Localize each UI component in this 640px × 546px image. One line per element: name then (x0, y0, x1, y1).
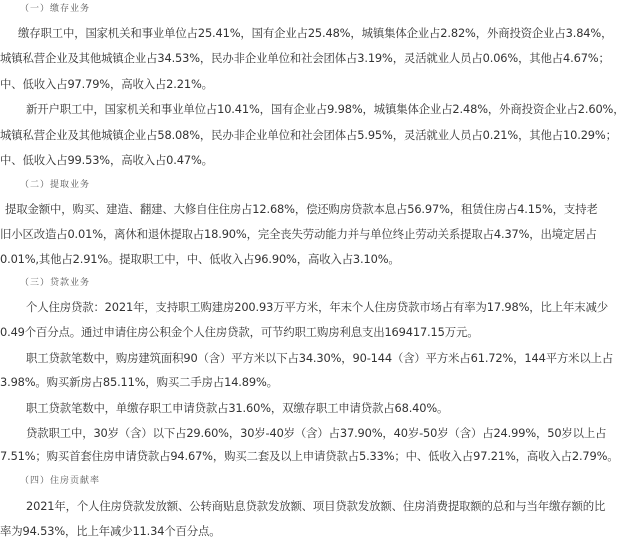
paragraph-line: 3.98%。购买新房占85.11%，购买二手房占14.89%。 (0, 375, 278, 389)
paragraph-line: 个人住房贷款：2021年，支持职工购建房200.93万平方米，年末个人住房贷款市场占有率为17.98%，比上年末减少 (26, 300, 608, 314)
paragraph-line: 提取金额中，购买、建造、翻建、大修自住住房占12.68%，偿还购房贷款本息占56.97%，租赁住房占4.15%，支持老 (5, 202, 598, 216)
paragraph-line: 新开户职工中，国家机关和事业单位占10.41%，国有企业占9.98%，城镇集体企业占2.48%，外商投资企业占2.60%， (26, 102, 625, 116)
paragraph-line: 中、低收入占99.53%，高收入占0.47%。 (0, 153, 213, 167)
paragraph-line: 率为94.53%，比上年减少11.34个百分点。 (0, 524, 221, 538)
paragraph-line: 城镇私营企业及其他城镇企业占34.53%，民办非企业单位和社会团体占3.19%，灵活就业人员占0.06%，其他占4.67%； (0, 51, 610, 65)
section-heading-housing-contribution: （四）住房贡献率 (20, 476, 101, 486)
paragraph-line: 0.01%,其他占2.91%。提取职工中，中、低收入占96.90%，高收入占3.10%。 (0, 252, 400, 266)
paragraph-line: 2021年，个人住房贷款发放额、公转商贴息贷款发放额、项目贷款发放额、住房消费提取额的总和与当年缴存额的比 (26, 499, 606, 513)
paragraph-line: 职工贷款笔数中，单缴存职工申请贷款占31.60%，双缴存职工申请贷款占68.40%。 (26, 401, 449, 415)
paragraph-line: 0.49个百分点。通过申请住房公积金个人住房贷款，可节约职工购房利息支出169417.15万元。 (0, 325, 479, 339)
paragraph-line: 旧小区改造占0.01%，离休和退休提取占18.90%，完全丧失劳动能力并与单位终止劳动关系提取占4.37%，出境定居占 (0, 227, 597, 241)
paragraph-line: 中、低收入占97.79%，高收入占2.21%。 (0, 77, 213, 91)
section-heading-loans: （三）贷款业务 (20, 278, 91, 288)
paragraph-line: 贷款职工中，30岁（含）以下占29.60%，30岁-40岁（含）占37.90%，40岁-50岁（含）占24.99%，50岁以上占 (26, 426, 607, 440)
paragraph-line: 7.51%；购买首套住房申请贷款占94.67%，购买二套及以上申请贷款占5.33%；中、低收入占97.21%，高收入占2.79%。 (0, 449, 619, 463)
section-heading-withdrawal: （二）提取业务 (20, 180, 91, 190)
paragraph-line: 城镇私营企业及其他城镇企业占58.08%，民办非企业单位和社会团体占5.95%，灵活就业人员占0.21%，其他占10.29%； (0, 128, 617, 142)
paragraph-line: 缴存职工中，国家机关和事业单位占25.41%，国有企业占25.48%，城镇集体企业占2.82%，外商投资企业占3.84%， (18, 26, 613, 40)
section-heading-deposit: （一）缴存业务 (20, 4, 91, 14)
paragraph-line: 职工贷款笔数中，购房建筑面积90（含）平方米以下占34.30%，90-144（含）平方米占61.72%，144平方米以上占 (26, 351, 614, 365)
